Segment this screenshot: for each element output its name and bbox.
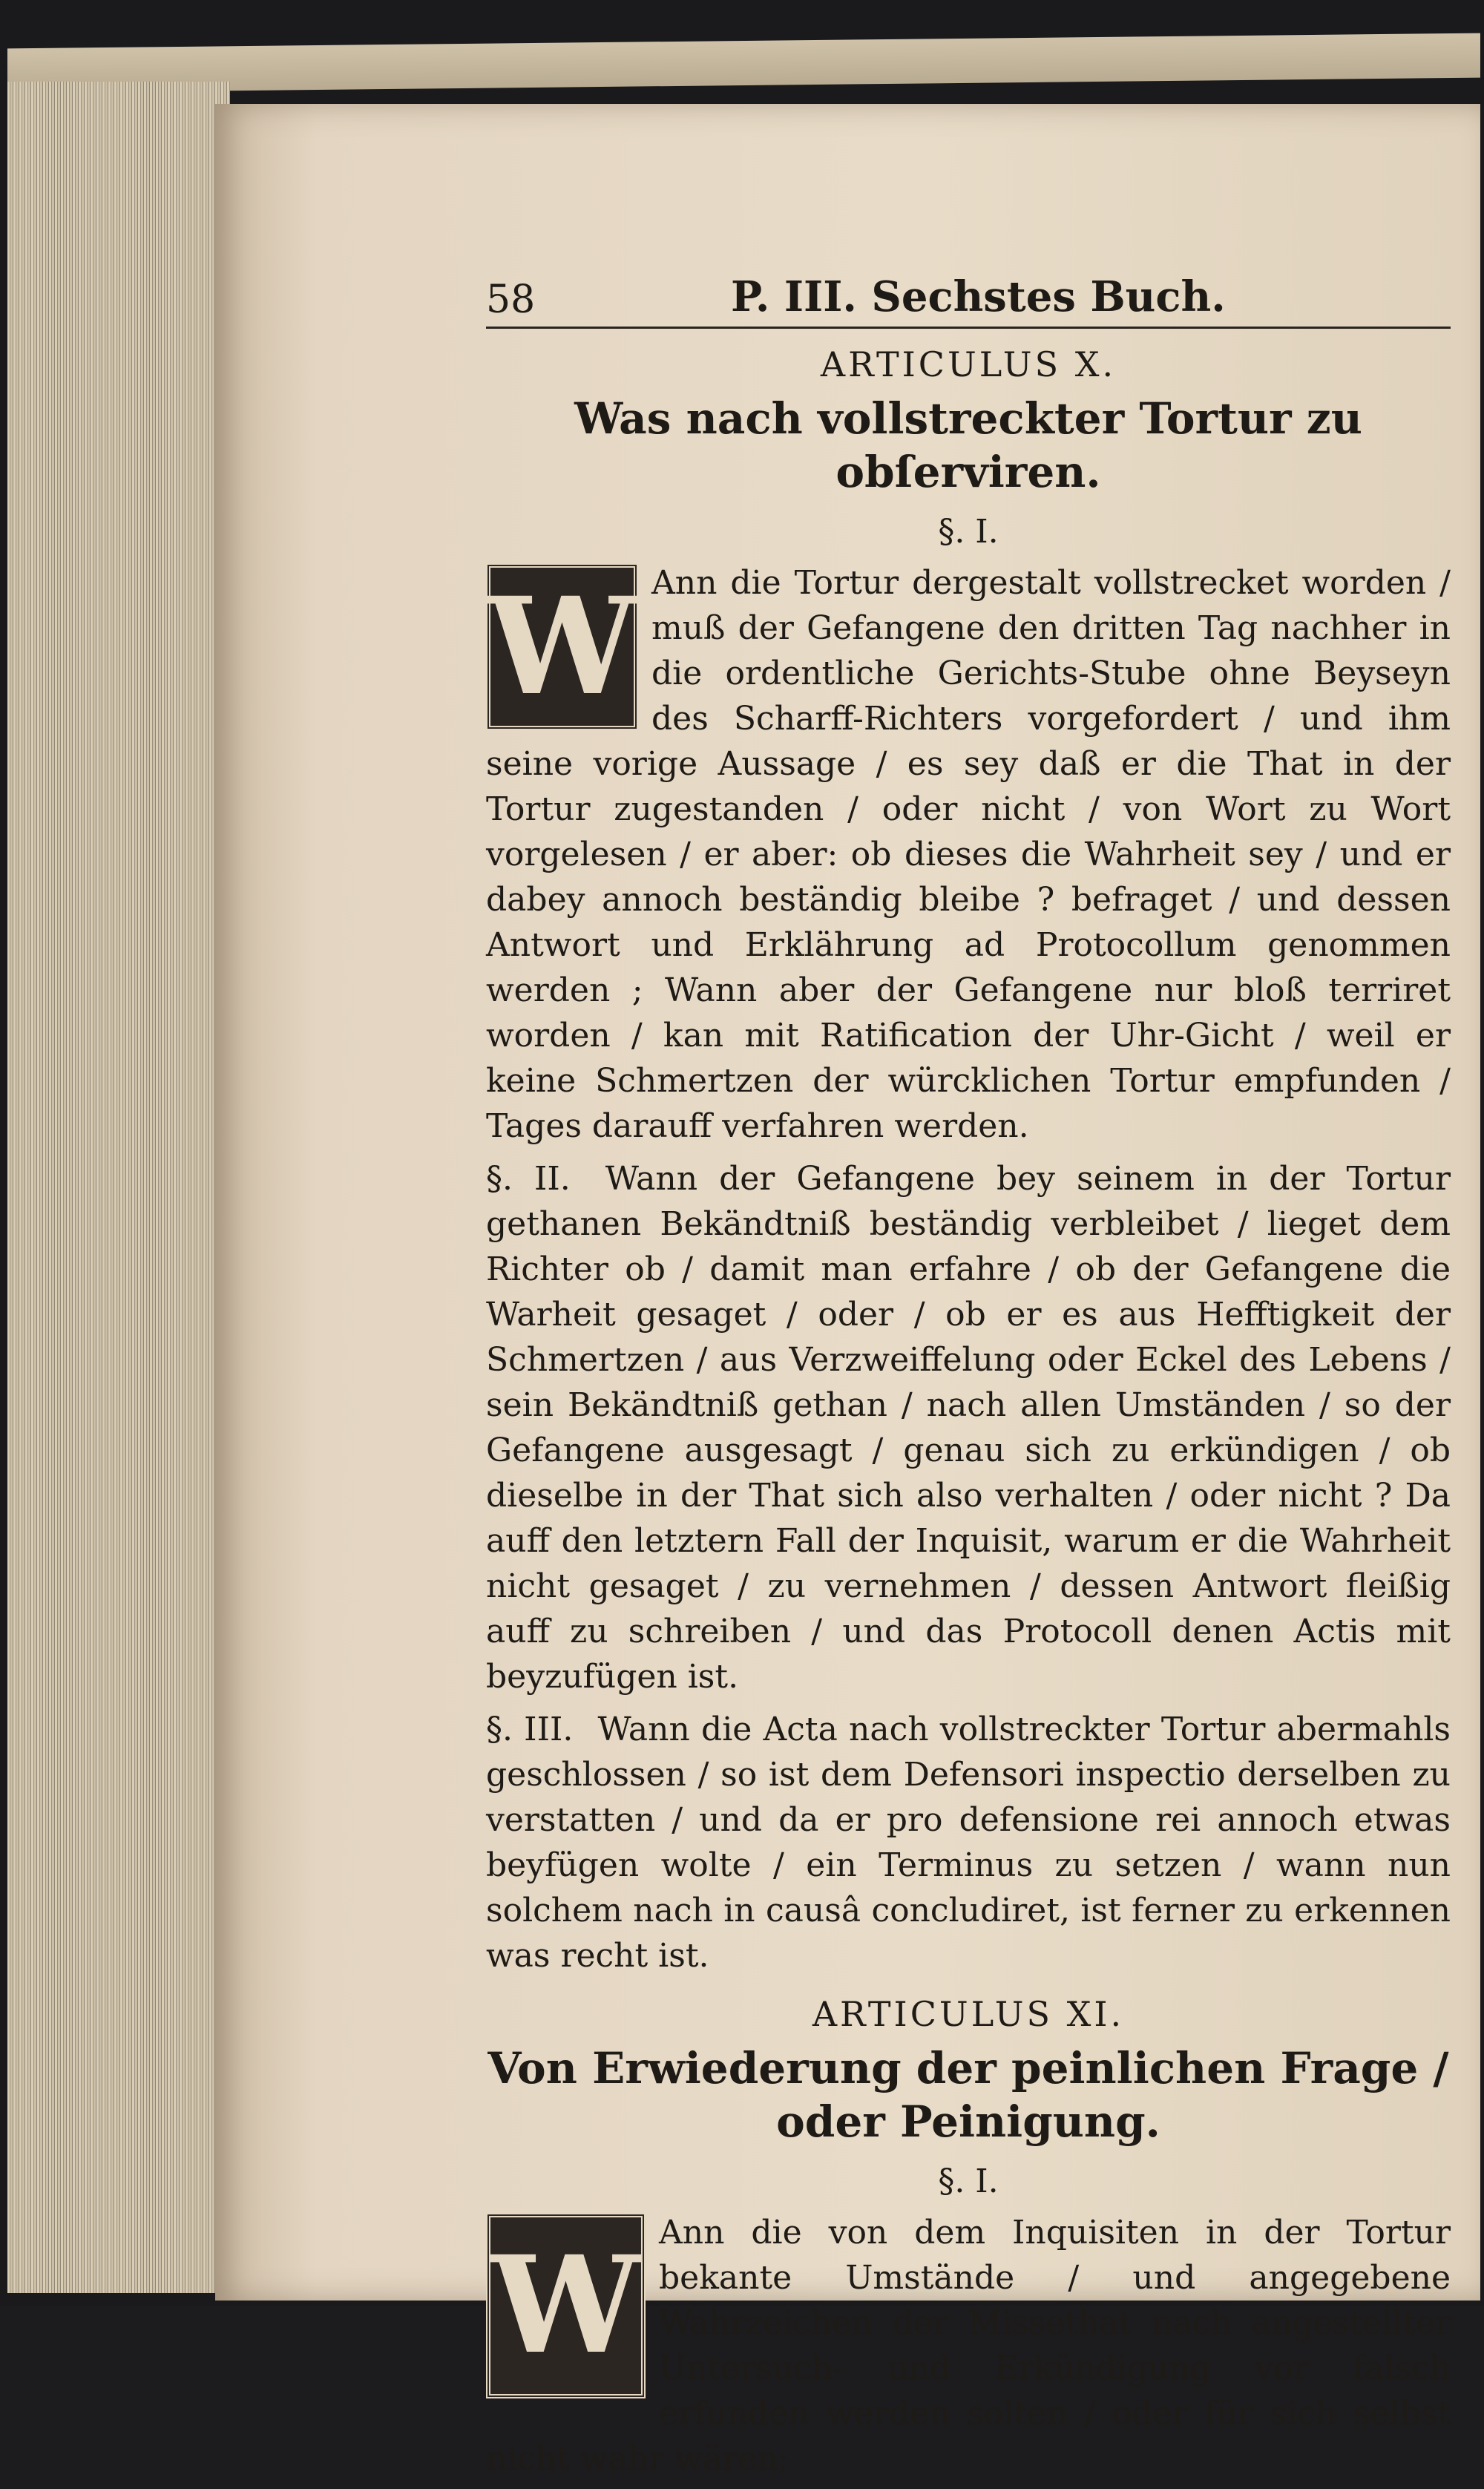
- article-xi-heading: ARTICULUS XI.: [812, 1994, 1125, 2034]
- page-number: 58: [486, 278, 536, 322]
- page-stack-edges: [7, 82, 230, 2293]
- article-x-title: Was nach vollstreckter Tortur zu obſerviren.: [574, 393, 1362, 497]
- article-x-section-2-text: Wann der Gefangene bey seinem in der Tortur gethanen Bekändtniß beständig verbleibet / lieget dem Richter ob / damit man erfahre / ob der Gefangene die Warheit gesaget / oder / ob er es aus Hefftigkeit der Schmertzen / aus Verzweiffelung oder Eckel des Lebens / sein Bekändtniß gethan / nach allen Umständen / so der Gefangene ausgesagt / genau sich zu erkündigen / ob dieselbe in der That sich also verhalten / oder nicht ? Da auff den letztern Fall der Inquisit, warum er die Wahrheit nicht gesaget / zu vernehmen / dessen Antwort fleißig auff zu schreiben / und das Protocoll denen Actis mit beyzufügen ist.: [486, 1160, 1451, 1696]
- article-x-section-2-mark: §. II.: [486, 1160, 571, 1198]
- article-xi-title-line-1: Von Erwiederung der peinlichen Frage /: [487, 2043, 1449, 2093]
- article-xi-title-line-2: oder Peinigung.: [776, 2096, 1160, 2147]
- article-x-heading: ARTICULUS X.: [820, 344, 1117, 384]
- article-x-section-3-mark: §. III.: [486, 1711, 574, 1748]
- running-head: [486, 272, 1451, 329]
- article-xi-title: [486, 2042, 1451, 2148]
- article-x-section-1: [486, 560, 1451, 1149]
- article-x-section-2: [486, 1156, 1451, 1699]
- article-x-section-1-mark: §. I.: [938, 513, 999, 551]
- page-content: [486, 272, 1451, 2489]
- running-title: P. III. Sechstes Buch.: [731, 272, 1226, 321]
- decorated-initial: W: [486, 2213, 646, 2398]
- article-xi-section-1: [486, 2210, 1451, 2482]
- article-x-section-3-text: Wann die Acta nach vollstreckter Tortur abermahls geschlossen / so ist dem Defensori inspectio derselben zu verstatten / und da er pro defensione rei annoch etwas beyfügen wolte / ein Terminus zu setzen / wann nun solchem nach in causâ concludiret, ist ferner zu erkennen was recht ist.: [486, 1711, 1451, 1975]
- article-xi-section-1-mark: §. I.: [938, 2162, 999, 2200]
- article-x-section-3: [486, 1707, 1451, 1978]
- article-xi-section-1-text: Ann die von dem Inquisiten in der Tortur bekante Umstände / und angegebene Wahrzeichen der Missethat nach angestellter Untersuch- und Erkündigung vor falsch erfunden werden solten / oder für sich selbst nicht wahr wären;: [486, 2214, 1451, 2478]
- decorated-initial: W: [486, 563, 638, 730]
- article-x-section-1-text: Ann die Tortur dergestalt vollstrecket worden / muß der Gefangene den dritten Tag nachher in die ordentliche Gerichts-Stube ohne Beyseyn des Scharff-Richters vorgefordert / und ihm seine vorige Aussage / es sey daß er die That in der Tortur zugestanden / oder nicht / von Wort zu Wort vorgelesen / er aber: ob dieses die Wahrheit sey / und er dabey annoch beständig bleibe ? befraget / und dessen Antwort und Erklährung ad Protocollum genommen werden ; Wann aber der Gefangene nur bloß terriret worden / kan mit Ratification der Uhr-Gicht / weil er keine Schmertzen der würcklichen Tortur empfunden / Tages darauff verfahren werden.: [486, 564, 1451, 1145]
